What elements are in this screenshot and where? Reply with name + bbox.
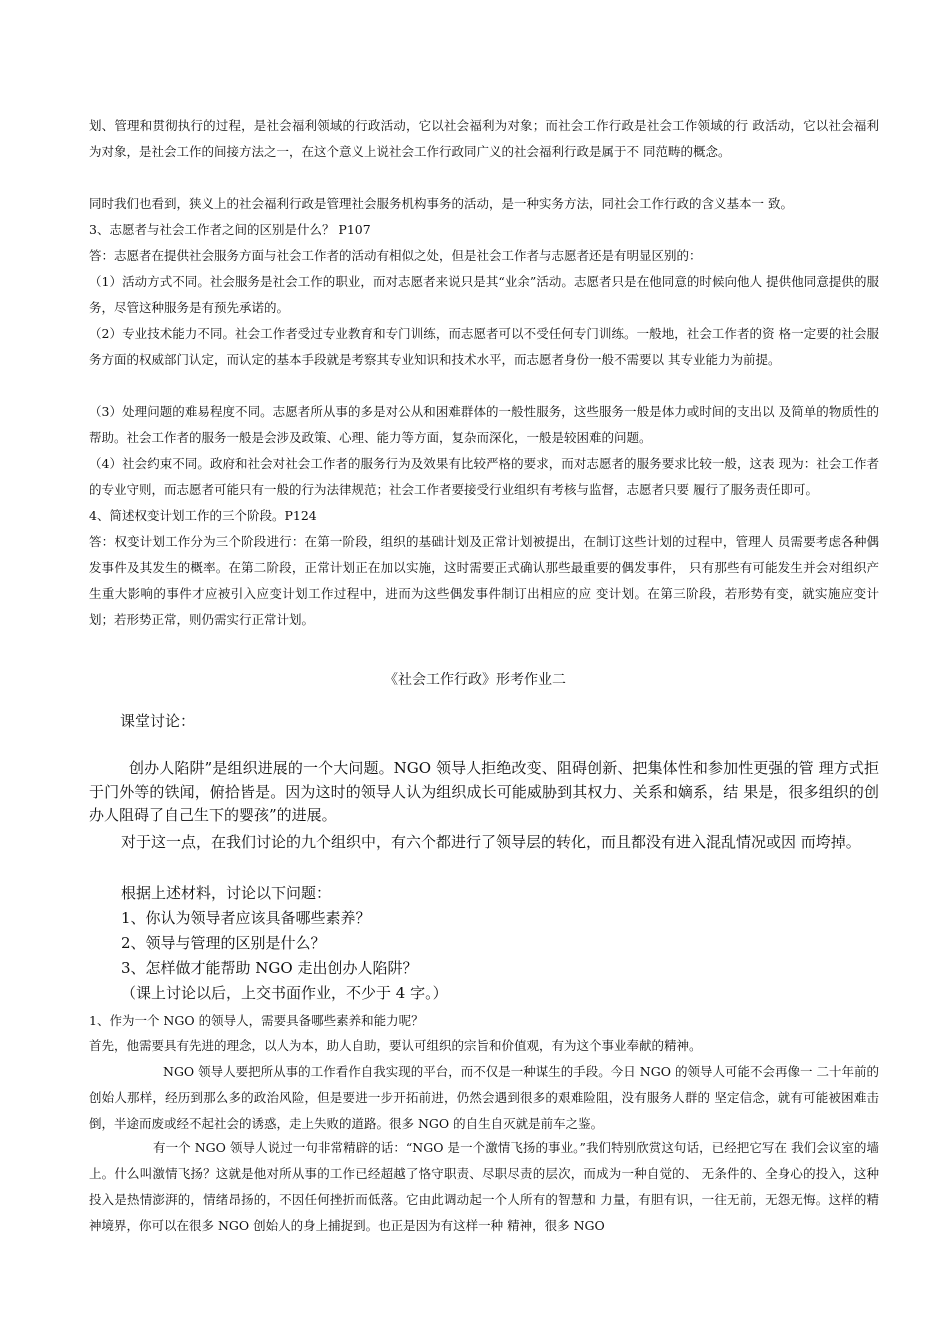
answer-paragraph-3: 有一个 NGO 领导人说过一句非常精辟的话：“NGO 是一个激情飞扬的事业。”我们特别欣赏这句话，已经把它写在 我们会议室的墙上。什么叫激情飞扬？这就是他对所从事的工作已经超越了恪守职责、尽职尽责的层次，而成为一种自觉的、 无条件的、全身心的投入，这种投入是热情澎湃的，情绪昂扬的，不因任何挫折而低落。它由此调动起一个人所有的智慧和 力量，有胆有识，一往无前，无怨无悔。这样的精神境界，你可以在很多 NGO 创始人的身上捕捉到。也正是因为有这样一种 精神，很多 NGO [89,1140,879,1233]
paragraph-welfare-admin: 划、管理和贯彻执行的过程，是社会福利领域的行政活动，它以社会福利为对象；而社会工作行政是社会工作领域的行 政活动，它以社会福利为对象，是社会工作的间接方法之一，在这个意义上说社会工作行政同广义的社会福利行政是属于不 同范畴的概念。 [89,118,879,159]
answer-4: 答：权变计划工作分为三个阶段进行：在第一阶段，组织的基础计划及正常计划被提出，在制订这些计划的过程中，管理人 员需要考虑各种偶发事件及其发生的概率。在第二阶段，正常计划正在加以实施，这时需要正式确认那些最重要的偶发事件， 只有那些有可能发生并会对组织产生重大影响的事件才应被引入应变计划工作过程中，进而为这些偶发事件制订出相应的应 变计划。在第三阶段，若形势有变，就实施应变计划；若形势正常，则仍需实行正常计划。 [89,534,879,627]
discussion-question-3: 3、怎样做才能帮助 NGO 走出创办人陷阱？ [121,959,418,977]
discussion-prompt: 根据上述材料，讨论以下问题： [121,884,332,902]
answer-question-1: 1、作为一个 NGO 的领导人，需要具备哪些素养和能力呢？ [89,1013,424,1028]
discussion-heading: 课堂讨论： [120,712,196,730]
discussion-paragraph-1: 创办人陷阱”是组织进展的一个大问题。NGO 领导人拒绝改变、阻碍创新、把集体性和参加性更强的管 理方式拒于门外等的铁闻，俯拾皆是。因为这时的领导人认为组织成长可能威胁到其权力、关系和嫡系，结 果是，很多组织的创办人阻碍了自己生下的婴孩”的进展。 [89,759,879,824]
answer-paragraph-2: NGO 领导人要把所从事的工作看作自我实现的平台，而不仅是一种谋生的手段。今日 NGO 的领导人可能不会再像一 二十年前的创始人那样，经历到那么多的政治风险，但是要进一步开拓前进，仍然会遇到很多的艰难险阻，没有服务人群的 坚定信念，就有可能被困难击倒，半途而废或经不起社会的诱惑，走上失败的道路。很多 NGO 的自生自灭就是前车之鉴。 [89,1064,879,1131]
answer-3-point-4: （4）社会约束不同。政府和社会对社会工作者的服务行为及效果有比较严格的要求，而对志愿者的服务要求比较一般，这表 现为：社会工作者的专业守则，而志愿者可能只有一般的行为法律规范；社会工作者要接受行业组织有考核与监督，志愿者只要 履行了服务责任即可。 [89,456,879,497]
answer-3-intro: 答：志愿者在提供社会服务方面与社会工作者的活动有相似之处，但是社会工作者与志愿者还是有明显区别的： [89,248,702,263]
question-4: 4、简述权变计划工作的三个阶段。P124 [89,508,317,523]
discussion-question-2: 2、领导与管理的区别是什么？ [121,934,326,952]
answer-3-point-2: （2）专业技术能力不同。社会工作者受过专业教育和专门训练，而志愿者可以不受任何专门训练。一般地，社会工作者的资 格一定要的社会服务方面的权威部门认定，而认定的基本手段就是考察其专业知识和技术水平，而志愿者身份一般不需要以 其专业能力为前提。 [89,326,879,367]
answer-3-point-1: （1）活动方式不同。社会服务是社会工作的职业，而对志愿者来说只是其“业余”活动。志愿者只是在他同意的时候向他人 提供他同意提供的服务，尽管这种服务是有预先承诺的。 [89,274,879,315]
discussion-question-1: 1、你认为领导者应该具备哪些素养？ [121,909,371,927]
answer-paragraph-1: 首先，他需要具有先进的理念，以人为本，助人自助，要认可组织的宗旨和价值观，有为这个事业奉献的精神。 [89,1038,702,1053]
discussion-note: （课上讨论以后，上交书面作业，不少于 4 字。） [121,984,448,1002]
answer-3-point-3: （3）处理问题的难易程度不同。志愿者所从事的多是对公从和困难群体的一般性服务，这些服务一般是体力或时间的支出以 及简单的物质性的帮助。社会工作者的服务一般是会涉及政策、心理、能力等方面，复杂而深化，一般是较困难的问题。 [89,404,879,445]
question-3: 3、志愿者与社会工作者之间的区别是什么？ P107 [89,222,371,237]
discussion-paragraph-2: 对于这一点，在我们讨论的九个组织中，有六个都进行了领导层的转化，而且都没有进入混乱情况或因 而垮掉。 [121,833,861,851]
paragraph-narrow-welfare: 同时我们也看到，狭义上的社会福利行政是管理社会服务机构事务的活动，是一种实务方法，同社会工作行政的含义基本一 致。 [89,196,793,211]
section-title: 《社会工作行政》形考作业二 [384,672,566,688]
